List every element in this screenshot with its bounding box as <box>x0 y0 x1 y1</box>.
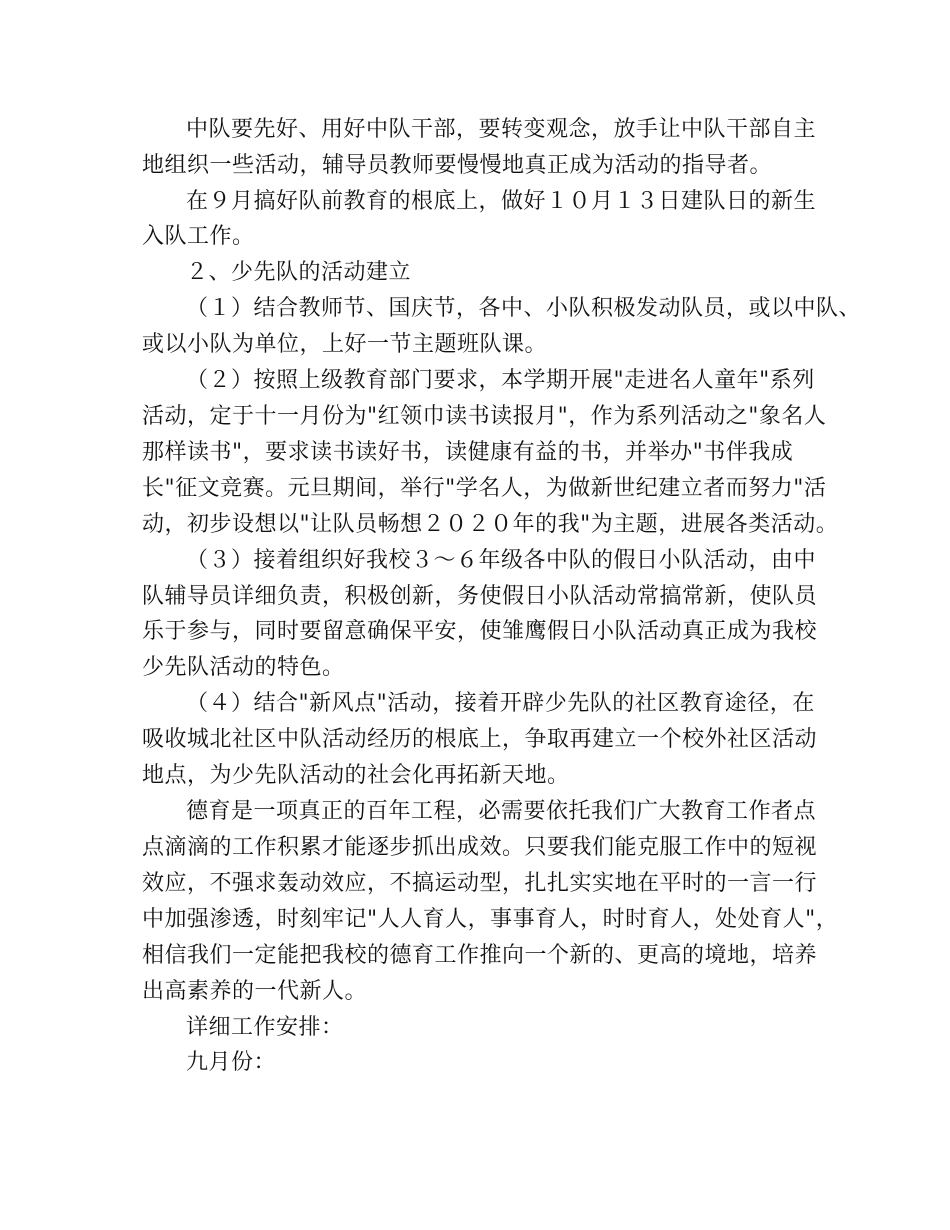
text-line: （３）接着组织好我校３～６年级各中队的假日小队活动，由中 <box>186 548 817 573</box>
text-line: 地组织一些活动，辅导员教师要慢慢地真正成为活动的指导者。 <box>142 153 773 178</box>
text-line: 长"征文竞赛。元旦期间，举行"学名人，为做新世纪建立者而努力"活 <box>142 476 827 501</box>
text-line: 出高素养的一代新人。 <box>142 979 368 1004</box>
text-line: （２）按照上级教育部门要求，本学期开展"走进名人童年"系列 <box>186 368 815 393</box>
text-line: 地点，为少先队活动的社会化再拓新天地。 <box>142 763 570 788</box>
text-line: （１）结合教师节、国庆节，各中、小队积极发动队员，或以中队、 <box>186 296 862 321</box>
text-line: 队辅导员详细负责，积极创新，务使假日小队活动常搞常新，使队员 <box>142 584 818 609</box>
text-line: 或以小队为单位，上好一节主题班队课。 <box>142 332 548 357</box>
text-line: （４）结合"新风点"活动，接着开辟少先队的社区教育途径，在 <box>186 691 815 716</box>
section-heading: ２、少先队的活动建立 <box>186 260 412 285</box>
section-heading: 详细工作安排： <box>186 1015 344 1040</box>
text-line: 少先队活动的特色。 <box>142 655 345 680</box>
text-line: 动，初步设想以"让队员畅想２０２０年的我"为主题，进展各类活动。 <box>142 512 839 537</box>
text-line: 活动，定于十一月份为"红领巾读书读报月"，作为系列活动之"象名人 <box>142 404 827 429</box>
text-line: 那样读书"，要求读书读好书，读健康有益的书，并举办"书伴我成 <box>142 440 794 465</box>
section-heading: 九月份： <box>186 1050 277 1075</box>
text-line: 入队工作。 <box>142 224 255 249</box>
text-line: 在９月搞好队前教育的根底上，做好１０月１３日建队日的新生 <box>186 189 817 214</box>
text-line: 中队要先好、用好中队干部，要转变观念，放手让中队干部自主 <box>186 117 817 142</box>
text-line: 吸收城北社区中队活动经历的根底上，争取再建立一个校外社区活动 <box>142 727 818 752</box>
text-line: 中加强渗透，时刻牢记"人人育人，事事育人，时时育人，处处育人"， <box>142 907 839 932</box>
text-line: 德育是一项真正的百年工程，必需要依托我们广大教育工作者点 <box>186 799 817 824</box>
text-line: 点滴滴的工作积累才能逐步抓出成效。只要我们能克服工作中的短视 <box>142 835 818 860</box>
text-line: 乐于参与，同时要留意确保平安，使雏鹰假日小队活动真正成为我校 <box>142 619 818 644</box>
text-line: 相信我们一定能把我校的德育工作推向一个新的、更高的境地，培养 <box>142 943 818 968</box>
text-line: 效应，不强求轰动效应，不搞运动型，扎扎实实地在平时的一言一行 <box>142 871 818 896</box>
